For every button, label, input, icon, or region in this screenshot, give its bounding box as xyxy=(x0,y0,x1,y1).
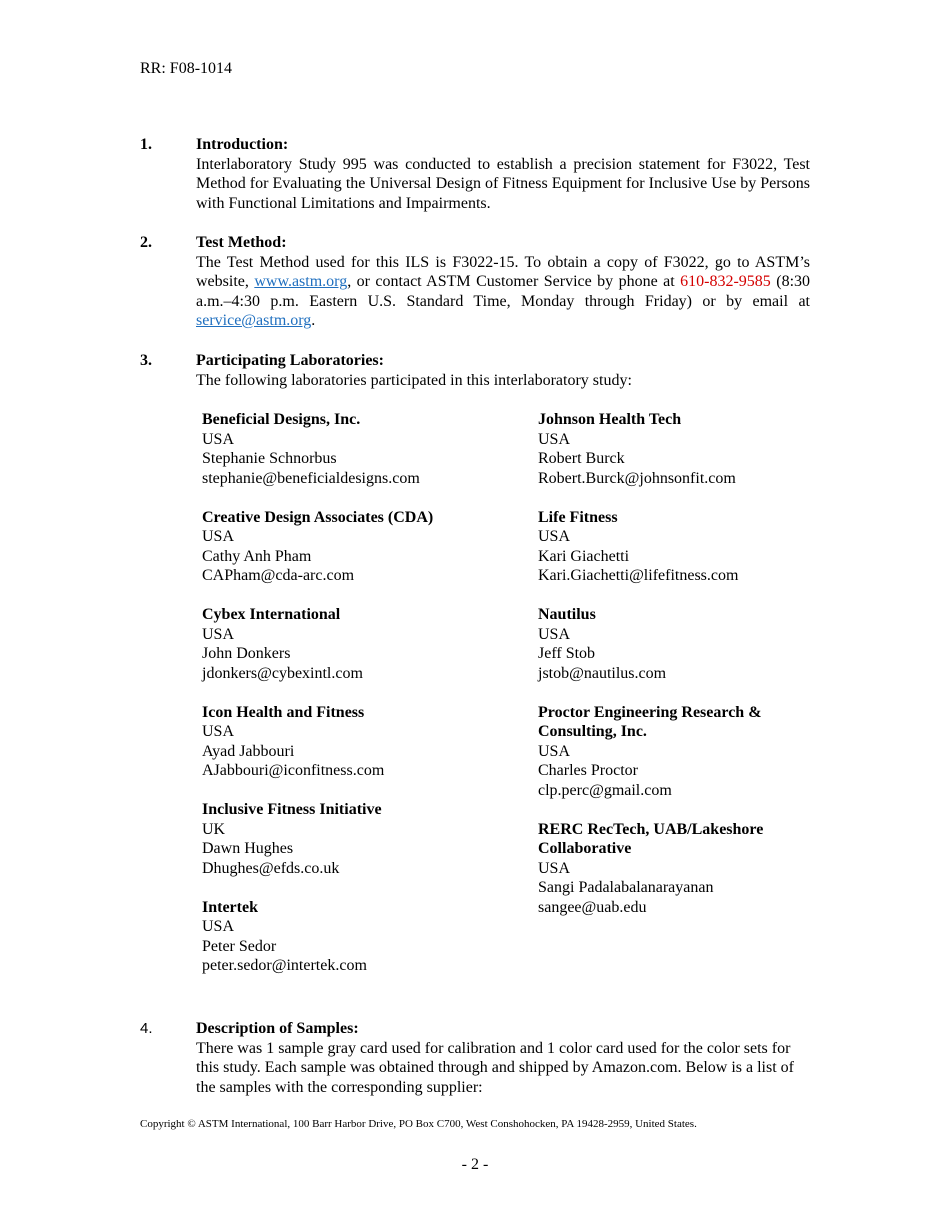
lab-entry xyxy=(538,410,838,488)
section-intro xyxy=(196,135,810,213)
lab-entry xyxy=(202,410,502,488)
lab-email: clp.perc@gmail.com xyxy=(538,781,672,799)
section-text-intro: Interlaboratory Study 995 was conducted to establish a precision statement for F3022, Test Method for Evaluating the Universal Design of Fitness Equipment for Inclusive Use by Persons with Functional Limitations and Impairments. xyxy=(196,155,810,212)
method-text-1: The Test Method used for this ILS is F3022-15. To obtain a copy of F3022, go to ASTM’s website, xyxy=(196,253,810,290)
lab-country: USA xyxy=(538,625,571,643)
lab-country: UK xyxy=(202,820,226,838)
lab-contact: Charles Proctor xyxy=(538,762,638,779)
lab-name: Life Fitness xyxy=(538,508,618,526)
lab-email: sangee@uab.edu xyxy=(538,898,647,916)
lab-entry xyxy=(202,898,502,976)
lab-name: Inclusive Fitness Initiative xyxy=(202,801,382,818)
astm-website-link[interactable]: www.astm.org xyxy=(254,273,348,290)
lab-email: AJabbouri@iconfitness.com xyxy=(202,762,385,779)
lab-email: Kari.Giachetti@lifefitness.com xyxy=(538,567,739,584)
copyright-footer: Copyright © ASTM International, 100 Barr Harbor Drive, PO Box C700, West Conshohocken, PA 19428-2959, United States. xyxy=(140,1118,697,1130)
lab-contact: John Donkers xyxy=(202,645,291,662)
lab-contact: Ayad Jabbouri xyxy=(202,742,295,760)
lab-country: USA xyxy=(202,625,235,643)
section-method xyxy=(196,233,810,331)
lab-contact: Jeff Stob xyxy=(538,645,596,662)
labs-right-column xyxy=(538,410,838,937)
section-text-samples: There was 1 sample gray card used for calibration and 1 color card used for the color sets for this study. Each sample was obtained through and shipped by Amazon.com. Below is a list of the samples with the corresponding supplier: xyxy=(196,1039,794,1096)
section-number-method: 2. xyxy=(140,234,152,251)
section-number-samples: 4. xyxy=(140,1020,153,1037)
lab-name: Johnson Health Tech xyxy=(538,411,682,428)
lab-entry xyxy=(538,820,838,918)
lab-contact: Sangi Padalabalanarayanan xyxy=(538,879,714,896)
lab-contact: Stephanie Schnorbus xyxy=(202,450,337,467)
section-title-intro: Introduction: xyxy=(196,136,289,153)
lab-contact: Peter Sedor xyxy=(202,937,277,955)
method-text-4: . xyxy=(311,312,316,329)
lab-name-continued: Consulting, Inc. xyxy=(538,723,647,740)
lab-name: RERC RecTech, UAB/Lakeshore xyxy=(538,820,764,838)
report-id: RR: F08-1014 xyxy=(140,60,233,77)
lab-entry xyxy=(202,800,502,878)
lab-email: jstob@nautilus.com xyxy=(538,664,667,682)
labs-left-column xyxy=(202,410,502,995)
lab-email: Dhughes@efds.co.uk xyxy=(202,859,340,877)
lab-name: Beneficial Designs, Inc. xyxy=(202,411,361,428)
lab-country: USA xyxy=(202,430,235,448)
section-text-labs: The following laboratories participated in this interlaboratory study: xyxy=(196,371,632,389)
lab-name: Proctor Engineering Research & xyxy=(538,703,762,721)
lab-entry xyxy=(538,508,838,586)
lab-entry xyxy=(202,508,502,586)
section-number-intro: 1. xyxy=(140,136,152,153)
lab-entry xyxy=(202,605,502,683)
lab-country: USA xyxy=(538,528,571,545)
lab-email: CAPham@cda-arc.com xyxy=(202,567,355,584)
lab-name: Icon Health and Fitness xyxy=(202,703,365,721)
lab-country: USA xyxy=(538,859,571,877)
lab-name-continued: Collaborative xyxy=(538,840,632,857)
method-text-2: , or contact ASTM Customer Service by phone at xyxy=(347,273,681,290)
lab-country: USA xyxy=(202,528,235,545)
page-number: - 2 - xyxy=(461,1156,489,1173)
lab-contact: Kari Giachetti xyxy=(538,547,630,565)
lab-email: peter.sedor@intertek.com xyxy=(202,957,367,974)
lab-country: USA xyxy=(202,723,235,740)
section-title-labs: Participating Laboratories: xyxy=(196,352,384,369)
lab-email: stephanie@beneficialdesigns.com xyxy=(202,469,420,487)
section-samples xyxy=(196,1019,810,1097)
lab-country: USA xyxy=(538,430,571,448)
section-labs xyxy=(196,351,810,390)
customer-service-phone: 610-832-9585 xyxy=(680,273,771,290)
lab-entry xyxy=(538,703,838,801)
lab-name: Intertek xyxy=(202,898,258,916)
method-text-3: (8:30 a.m.–4:30 p.m. Eastern U.S. Standard Time, Monday through Friday) or by email at xyxy=(196,273,811,310)
lab-name: Cybex International xyxy=(202,606,341,623)
section-title-method: Test Method: xyxy=(196,234,287,251)
section-number-labs: 3. xyxy=(140,352,152,369)
section-title-samples: Description of Samples: xyxy=(196,1020,359,1037)
lab-contact: Dawn Hughes xyxy=(202,840,294,857)
section-text-method xyxy=(196,253,810,331)
service-email-link[interactable]: service@astm.org xyxy=(196,312,312,329)
lab-entry xyxy=(202,703,502,781)
lab-country: USA xyxy=(538,742,571,760)
lab-name: Creative Design Associates (CDA) xyxy=(202,508,434,526)
lab-name: Nautilus xyxy=(538,606,596,623)
lab-contact: Robert Burck xyxy=(538,450,625,467)
lab-contact: Cathy Anh Pham xyxy=(202,547,312,565)
lab-email: Robert.Burck@johnsonfit.com xyxy=(538,469,736,487)
lab-country: USA xyxy=(202,918,235,935)
lab-email: jdonkers@cybexintl.com xyxy=(202,664,363,682)
lab-entry xyxy=(538,605,838,683)
